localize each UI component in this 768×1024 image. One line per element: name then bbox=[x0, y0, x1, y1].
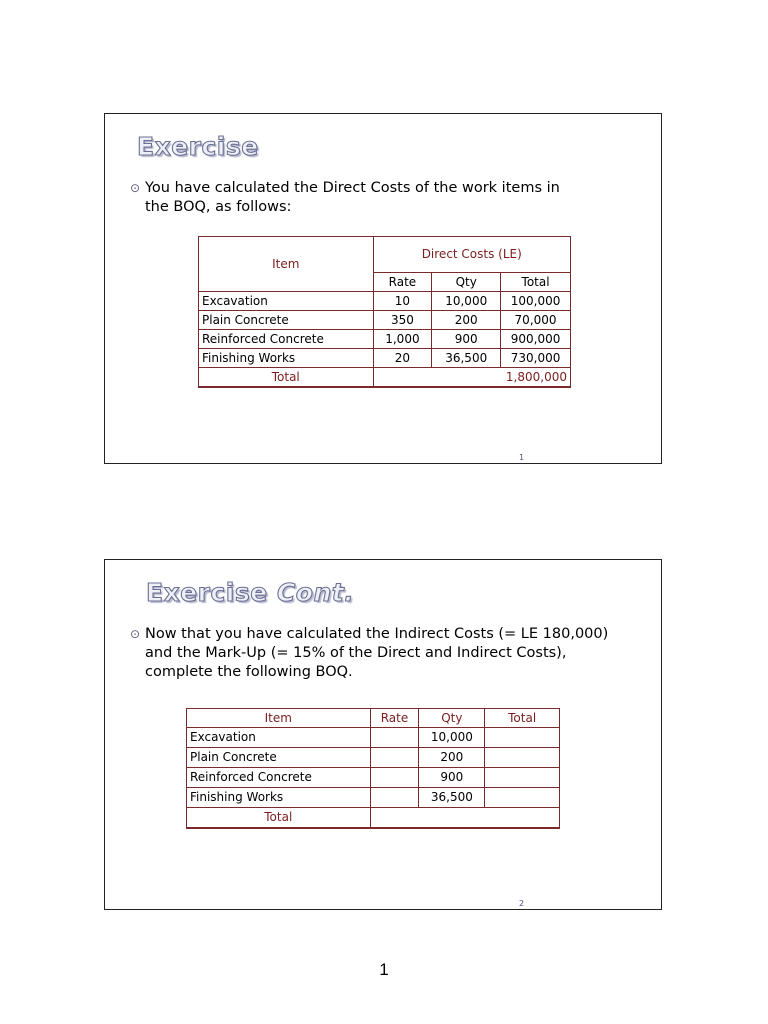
cell-total bbox=[485, 788, 560, 808]
cell-qty: 10,000 bbox=[419, 728, 485, 748]
total-label: Total bbox=[199, 368, 374, 388]
circled-dot-bullet-icon: ⊙ bbox=[130, 181, 141, 195]
cell-rate: 20 bbox=[373, 349, 432, 368]
cell-item: Excavation bbox=[199, 292, 374, 311]
cell-rate: 10 bbox=[373, 292, 432, 311]
slide-number: 2 bbox=[519, 899, 525, 908]
total-value bbox=[370, 808, 559, 829]
cell-item: Plain Concrete bbox=[199, 311, 374, 330]
slide-title: Exercise bbox=[137, 132, 259, 161]
cell-total bbox=[485, 728, 560, 748]
header-qty: Qty bbox=[419, 709, 485, 728]
cell-qty: 200 bbox=[432, 311, 501, 330]
cell-rate: 350 bbox=[373, 311, 432, 330]
slide-2 bbox=[104, 559, 662, 910]
cell-rate bbox=[370, 768, 419, 788]
cell-qty: 200 bbox=[419, 748, 485, 768]
total-label: Total bbox=[187, 808, 371, 829]
table-row bbox=[199, 330, 571, 349]
cell-total: 900,000 bbox=[501, 330, 571, 349]
direct-costs-table bbox=[198, 236, 571, 388]
header-qty: Qty bbox=[432, 273, 501, 292]
total-row bbox=[199, 368, 571, 388]
circled-dot-bullet-icon: ⊙ bbox=[130, 627, 141, 641]
header-item: Item bbox=[199, 237, 374, 292]
table-row bbox=[199, 292, 571, 311]
header-total: Total bbox=[485, 709, 560, 728]
boq-table bbox=[186, 708, 560, 829]
cell-total bbox=[485, 768, 560, 788]
table-row bbox=[199, 311, 571, 330]
page-number: 1 bbox=[379, 960, 389, 979]
cell-item: Plain Concrete bbox=[187, 748, 371, 768]
cell-rate bbox=[370, 728, 419, 748]
slide-title: Exercise Cont. bbox=[146, 578, 355, 607]
bullet-text: ⊙ You have calculated the Direct Costs of the work items in the BOQ, as follows: bbox=[130, 180, 560, 215]
cell-total bbox=[485, 748, 560, 768]
cell-item: Excavation bbox=[187, 728, 371, 748]
cell-item: Reinforced Concrete bbox=[199, 330, 374, 349]
cell-total: 730,000 bbox=[501, 349, 571, 368]
table-row bbox=[187, 788, 560, 808]
header-rate: Rate bbox=[370, 709, 419, 728]
header-total: Total bbox=[501, 273, 571, 292]
cell-rate bbox=[370, 748, 419, 768]
table-row bbox=[187, 728, 560, 748]
cell-qty: 36,500 bbox=[419, 788, 485, 808]
cell-total: 100,000 bbox=[501, 292, 571, 311]
header-rate: Rate bbox=[373, 273, 432, 292]
cell-qty: 900 bbox=[432, 330, 501, 349]
bullet-text: ⊙ Now that you have calculated the Indirect Costs (= LE 180,000) and the Mark-Up (= 15% of the Direct and Indirect Costs), complete the following BOQ. bbox=[130, 626, 609, 680]
cell-qty: 10,000 bbox=[432, 292, 501, 311]
total-row bbox=[187, 808, 560, 829]
total-value: 1,800,000 bbox=[373, 368, 570, 388]
table-row bbox=[187, 768, 560, 788]
table-row bbox=[199, 349, 571, 368]
slide-number: 1 bbox=[519, 453, 525, 462]
cell-qty: 36,500 bbox=[432, 349, 501, 368]
cell-item: Finishing Works bbox=[199, 349, 374, 368]
cell-item: Reinforced Concrete bbox=[187, 768, 371, 788]
slide-1 bbox=[104, 113, 662, 464]
cell-rate bbox=[370, 788, 419, 808]
cell-rate: 1,000 bbox=[373, 330, 432, 349]
header-direct-costs: Direct Costs (LE) bbox=[373, 237, 570, 273]
header-item: Item bbox=[187, 709, 371, 728]
cell-item: Finishing Works bbox=[187, 788, 371, 808]
table-row bbox=[187, 748, 560, 768]
cell-total: 70,000 bbox=[501, 311, 571, 330]
cell-qty: 900 bbox=[419, 768, 485, 788]
